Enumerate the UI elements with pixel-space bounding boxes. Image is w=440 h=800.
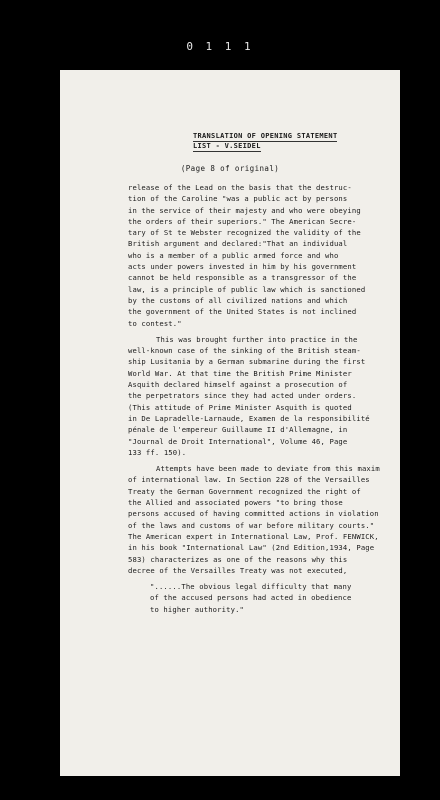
text-line: tion of the Caroline "was a public act by persons xyxy=(128,194,348,204)
paragraph xyxy=(150,581,390,615)
text-line: British argument and declared:"That an individual xyxy=(128,239,348,249)
text-line: well-known case of the sinking of the British steam- xyxy=(128,346,361,356)
text-line: pénale de l'empereur Guillaume II d'Allemagne, in xyxy=(128,425,348,435)
text-line: cannot be held responsible as a transgressor of the xyxy=(128,273,357,283)
text-line: The American expert in International Law, Prof. FENWICK, xyxy=(128,531,379,541)
text-line: Attempts have been made to deviate from this maxim xyxy=(156,464,380,474)
heading-line-2: LIST - V.SEIDEL xyxy=(193,142,261,150)
text-line: in his book "International Law" (2nd Edition,1934, Page xyxy=(128,543,375,553)
text-line: Asquith declared himself against a prosecution of xyxy=(128,380,348,390)
heading-line-1: TRANSLATION OF OPENING STATEMENT xyxy=(193,132,338,140)
text-line: tary of St te Webster recognized the validity of the xyxy=(128,228,361,238)
text-line: acts under powers invested in him by his government xyxy=(128,262,357,272)
text-line: who is a member of a public armed force and who xyxy=(128,250,339,260)
text-line: decree of the Versailles Treaty was not executed, xyxy=(128,565,348,575)
text-line: (This attitude of Prime Minister Asquith is quoted xyxy=(128,402,352,412)
paragraph xyxy=(128,463,390,576)
text-line: "Journal de Droit International", Volume 46, Page xyxy=(128,436,348,446)
text-line: This was brought further into practice in the xyxy=(156,334,358,344)
text-line: 583) characterizes as one of the reasons why this xyxy=(128,554,348,564)
document-page xyxy=(60,70,400,776)
text-line: the government of the United States is not inclined xyxy=(128,307,357,317)
text-line: the perpetrators since they had acted under orders. xyxy=(128,391,357,401)
paragraph xyxy=(128,334,390,458)
text-line: ship Lusitania by a German submarine during the first xyxy=(128,357,366,367)
text-line: World War. At that time the British Prime Minister xyxy=(128,368,352,378)
text-line: 133 ff. 150). xyxy=(128,447,187,457)
statement-body xyxy=(128,182,390,620)
text-line: to contest." xyxy=(128,318,182,328)
text-line: the orders of their superiors." The American Secre- xyxy=(128,216,357,226)
text-line: "......The obvious legal difficulty that many xyxy=(150,582,352,592)
text-line: Treaty the German Government recognized the right of xyxy=(128,486,361,496)
text-line: in De Lapradelle-Larnaude, Examen de la responsibilité xyxy=(128,413,370,423)
microfilm-frame-number: 0 1 1 1 xyxy=(186,40,254,53)
page-of-original-note: (Page 8 of original) xyxy=(180,164,280,173)
text-line: release of the Lead on the basis that the destruc- xyxy=(128,183,352,192)
paragraph xyxy=(128,182,390,329)
text-line: the Allied and associated powers "to bring those xyxy=(128,498,343,508)
text-line: to higher authority." xyxy=(150,604,245,614)
text-line: of the laws and customs of war before military courts." xyxy=(128,520,375,530)
text-line: in the service of their majesty and who were obeying xyxy=(128,205,361,215)
text-line: by the customs of all civilized nations and which xyxy=(128,295,348,305)
text-line: persons accused of having committed actions in violation xyxy=(128,509,379,519)
text-line: of international law. In Section 228 of the Versailles xyxy=(128,475,370,485)
document-heading xyxy=(193,132,383,152)
text-line: law, is a principle of public law which is sanctioned xyxy=(128,284,366,294)
text-line: of the accused persons had acted in obedience xyxy=(150,593,352,603)
